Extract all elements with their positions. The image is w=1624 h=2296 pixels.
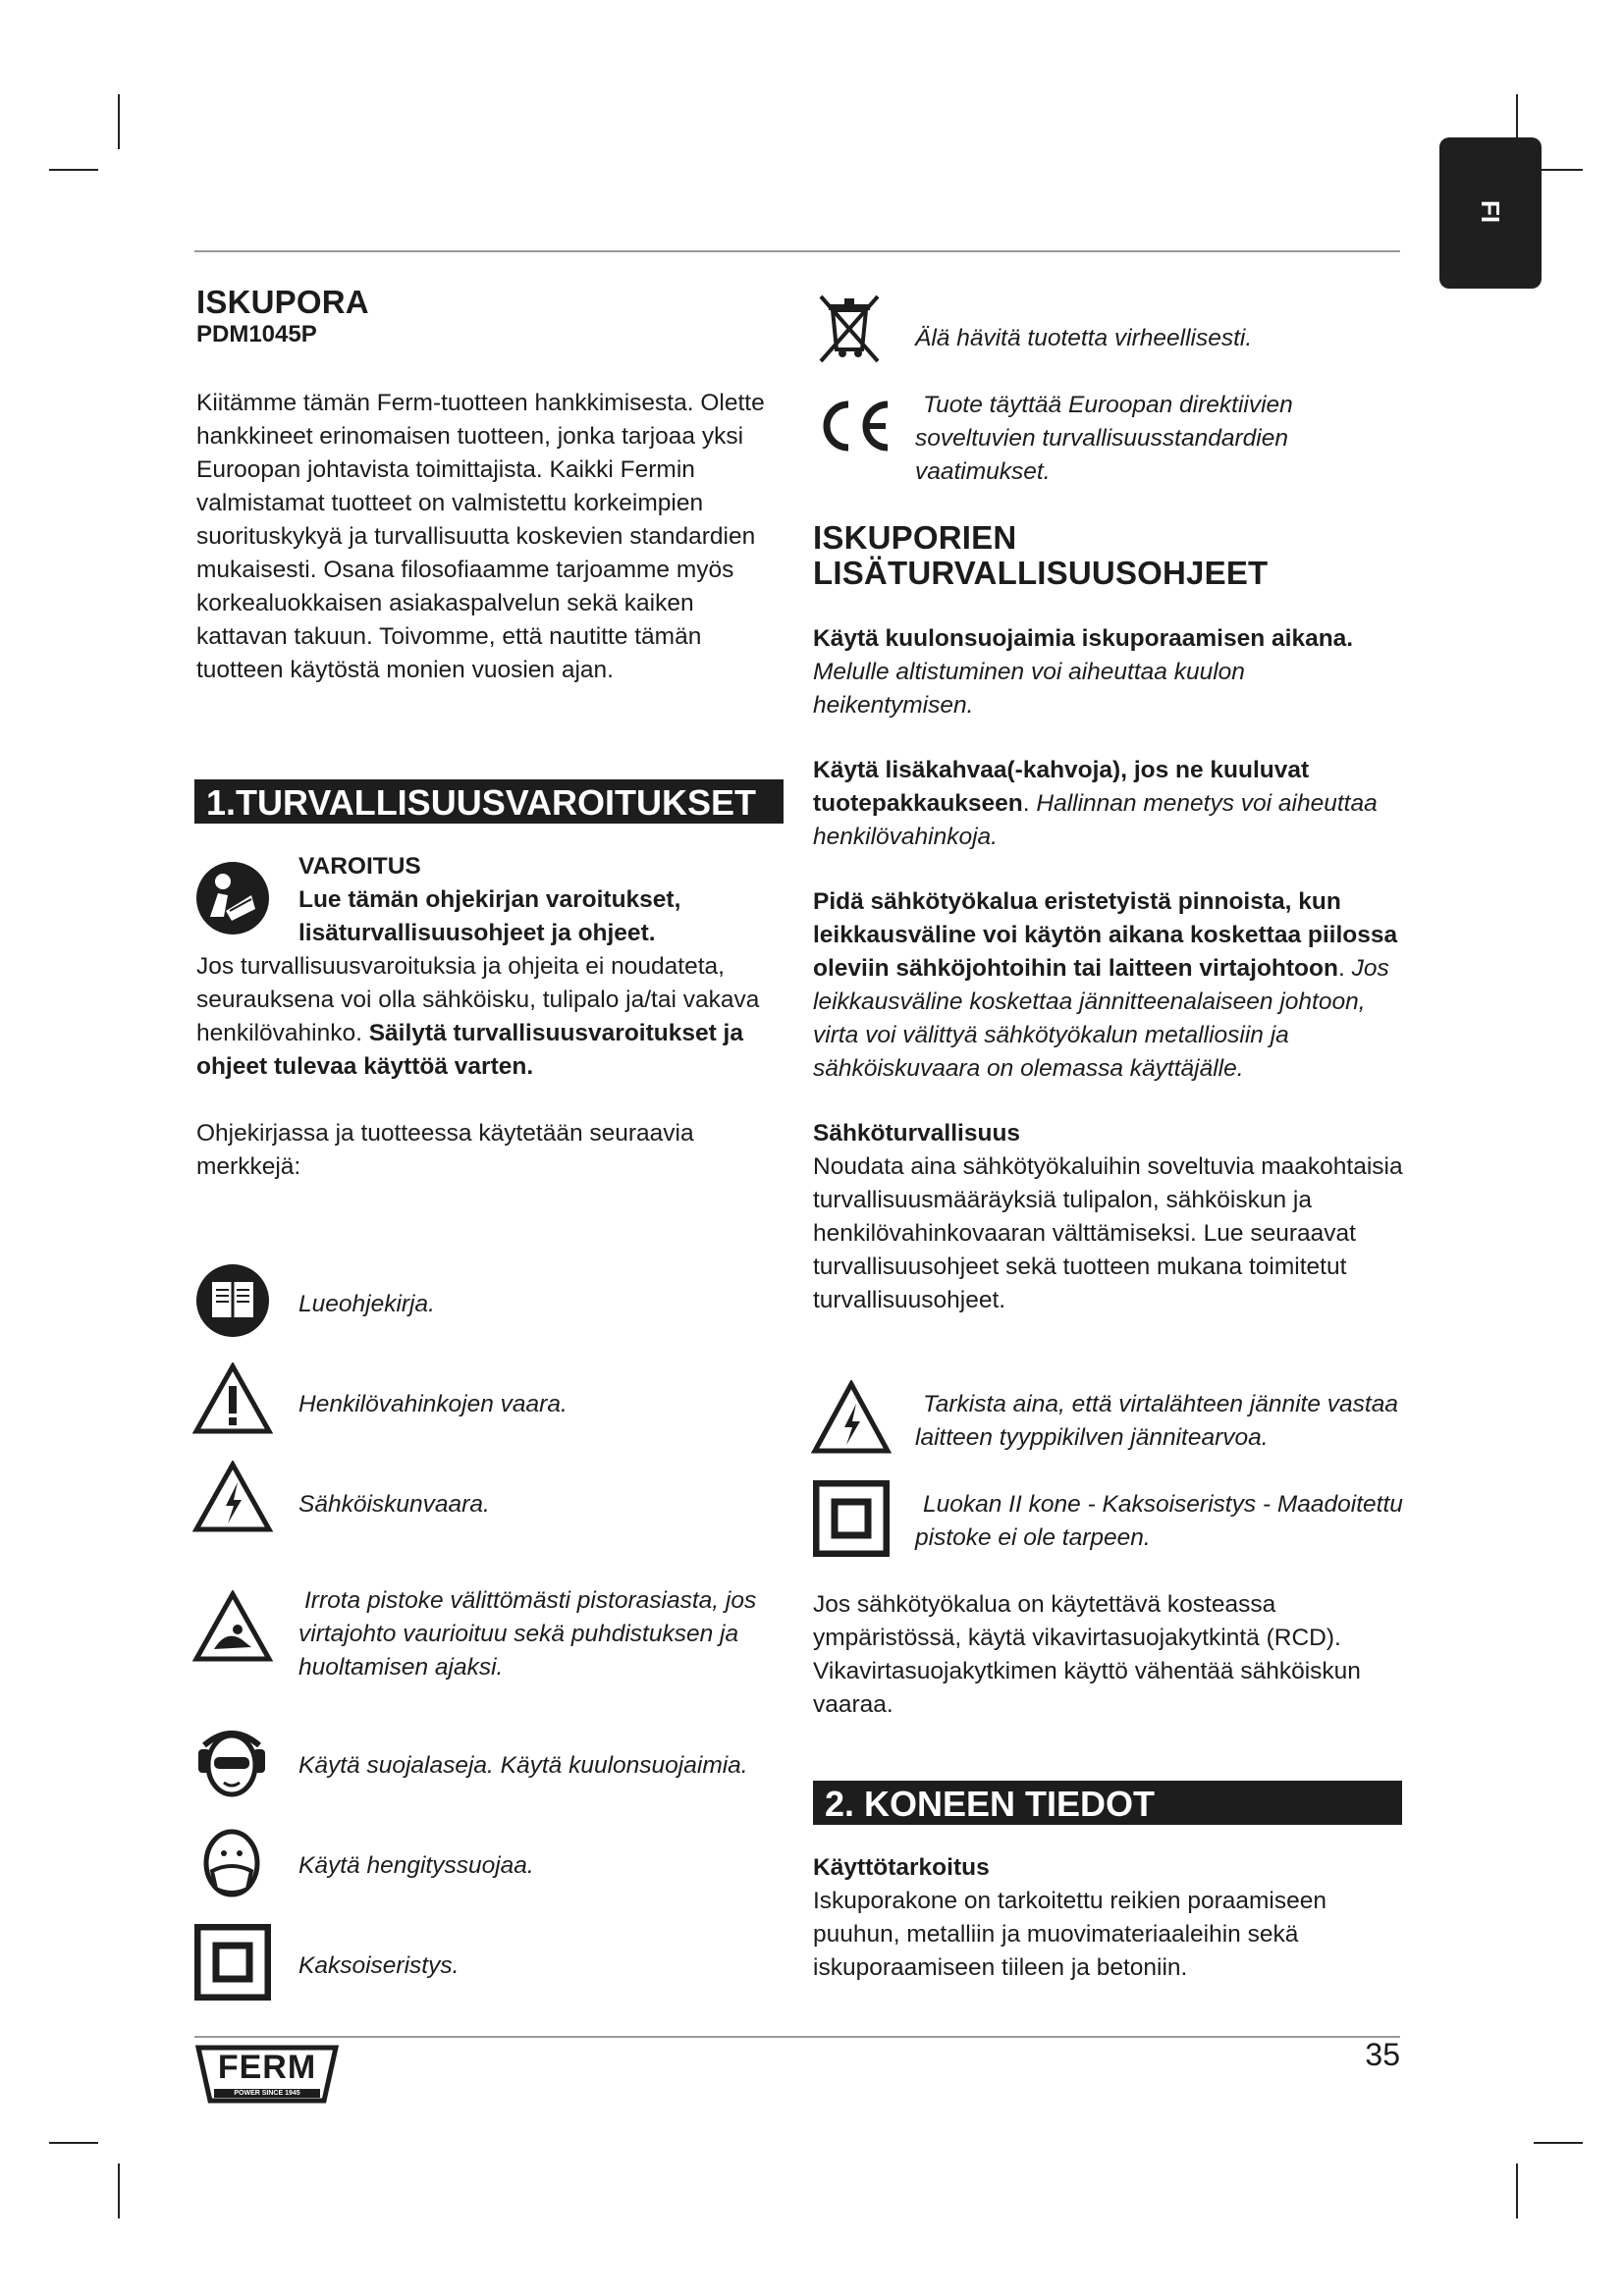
- intro-text: Kiitämme tämän Ferm-tuotteen hankkimisesta. Olette hankkineet erinomaisen tuotteen, jonka tarjoaa yksi Euroopan johtavista toimittajista. Kaikki Fermin valmistamat tuotteet on valmistettu korkeimpien suorituskykyä ja turvallisuutta koskevien standardien mukaisesti. Osana filosofiaamme tarjoamme myös korkealuokkaisen asiakaspalvelun sekä kaiken kattavan takuun. Toivomme, että nautitte tämän tuotteen käytöstä monien vuosien ajan.: [196, 390, 765, 683]
- ce-mark-icon: [815, 399, 893, 454]
- right-column: [813, 520, 1407, 1317]
- symbol-read-text: Lueohjekirja.: [298, 1291, 435, 1317]
- crop-mark: [118, 94, 120, 149]
- electrical-safety-heading: Sähköturvallisuus: [813, 1120, 1021, 1147]
- unplug-icon: [192, 1590, 273, 1663]
- ferm-logo-tagline: POWER SINCE 1945: [234, 2090, 300, 2097]
- ferm-logo: [194, 2044, 340, 2105]
- symbol-shock-text: Sähköiskunvaara.: [298, 1491, 490, 1518]
- left-column: [196, 285, 790, 687]
- intended-use: [813, 1851, 1407, 1985]
- class-ii-text: Luokan II kone - Kaksoiseristys - Maadoitettu pistoke ei ole tarpeen.: [915, 1491, 1403, 1551]
- read-manual-icon: [194, 860, 271, 936]
- crop-mark: [1534, 2142, 1583, 2144]
- symbol-double-text: Kaksoiseristys.: [298, 1952, 460, 1979]
- dust-mask-icon: [194, 1824, 269, 1902]
- electric-shock-icon: [192, 1461, 273, 1533]
- crop-mark: [118, 2163, 120, 2218]
- weee-bin-icon: [815, 293, 884, 363]
- double-insulation-icon: [194, 1924, 271, 2001]
- symbol-unplug-text: Irrota pistoke välittömästi pistorasiasta, jos virtajohto vaurioituu sekä puhdistuksen ja huoltamisen ajaksi.: [298, 1587, 757, 1681]
- top-rule: [194, 250, 1400, 252]
- symbol-dust-text: Käytä hengityssuojaa.: [298, 1852, 534, 1879]
- extra-safety-title-2: LISÄTURVALLISUUSOHJEET: [813, 555, 1269, 591]
- voltage-text: Tarkista aina, että virtalähteen jännite vastaa laitteen tyyppikilven jännitearvoa.: [915, 1391, 1398, 1451]
- warning-lead: Lue tämän ohjekirjan varoitukset, lisäturvallisuusohjeet ja ohjeet.: [298, 886, 681, 946]
- crop-mark: [49, 2142, 98, 2144]
- warning-keep: Säilytä turvallisuusvaroitukset ja ohjeet tulevaa käyttöä varten.: [196, 1020, 743, 1080]
- section1-title: 1.TURVALLISUUSVAROITUKSET: [194, 779, 784, 824]
- electrical-safety-body: Noudata aina sähkötyökaluihin soveltuvia maakohtaisia turvallisuusmääräyksiä tulipalon, sähköiskun ja henkilövahinkovaaran välttämiseksi. Lue seuraavat turvallisuusohjeet sekä tuotteen mukana toimitetut turvallisuusohjeet.: [813, 1153, 1403, 1313]
- language-tab-label: FI: [1476, 199, 1506, 224]
- product-title: ISKUPORA: [196, 284, 369, 320]
- warning-triangle-icon: [192, 1362, 273, 1435]
- warning-text: [196, 950, 790, 1184]
- crop-mark: [1516, 2163, 1518, 2218]
- ce-text: Tuote täyttää Euroopan direktiivien soveltuvien turvallisuusstandardien vaatimukset.: [915, 392, 1293, 485]
- warning-body: Jos turvallisuusvaroituksia ja ohjeita ei noudateta, seurauksena voi olla sähköisku, tulipalo ja/tai vakava henkilövahinko.: [196, 953, 760, 1046]
- symbol-protect-text: Käytä suojalaseja. Käytä kuulonsuojaimia.: [298, 1752, 748, 1779]
- warning-block: [298, 850, 789, 950]
- extra-p2: Käytä lisäkahvaa(-kahvoja), jos ne kuuluvat tuotepakkaukseen. Hallinnan menetys voi aiheuttaa henkilövahinkoja.: [813, 757, 1378, 850]
- extra-safety-title-1: ISKUPORIEN: [813, 519, 1017, 556]
- voltage-warning-icon: [811, 1380, 892, 1455]
- extra-p1: Käytä kuulonsuojaimia iskuporaamisen aikana. Melulle altistuminen voi aiheuttaa kuulon heikentymisen.: [813, 625, 1354, 719]
- language-tab: [1439, 137, 1542, 289]
- intended-use-heading: Käyttötarkoitus: [813, 1854, 990, 1881]
- ferm-logo-text: FERM: [217, 2049, 317, 2086]
- symbols-intro: Ohjekirjassa ja tuotteessa käytetään seuraavia merkkejä:: [196, 1120, 694, 1180]
- intended-use-body: Iskuporakone on tarkoitettu reikien poraamiseen puuhun, metalliin ja muovimateriaaleihin sekä iskuporaamiseen tiileen ja betoniin.: [813, 1888, 1326, 1981]
- class-ii-icon: [813, 1480, 890, 1557]
- weee-text: Älä hävitä tuotetta virheellisesti.: [915, 325, 1253, 351]
- symbol-injury-text: Henkilövahinkojen vaara.: [298, 1391, 568, 1417]
- page-number: 35: [1365, 2037, 1400, 2072]
- product-model: PDM1045P: [196, 321, 317, 347]
- warning-heading: VAROITUS: [298, 853, 421, 880]
- goggles-ear-protection-icon: [192, 1722, 271, 1800]
- manual-book-icon: [194, 1262, 271, 1339]
- extra-p3: Pidä sähkötyökalua eristetyistä pinnoista, kun leikkausväline voi käytön aikana koskettaa piilossa oleviin sähköjohtoihin tai laitteen virtajohtoon. Jos leikkausväline koskettaa jännitteenalaiseen johtoon, virta voi välittyä sähkötyökalun metalliosiin ja sähköiskuvaara on olemassa käyttäjälle.: [813, 888, 1398, 1082]
- section2-title: 2. KONEEN TIEDOT: [813, 1781, 1402, 1825]
- crop-mark: [49, 169, 98, 171]
- rcd-text: Jos sähkötyökalua on käytettävä kosteassa ympäristössä, käytä vikavirtasuojakytkintä (RCD). Vikavirtasuojakytkimen käyttö vähentää sähköiskun vaaraa.: [813, 1591, 1361, 1718]
- bottom-rule: [194, 2036, 1400, 2038]
